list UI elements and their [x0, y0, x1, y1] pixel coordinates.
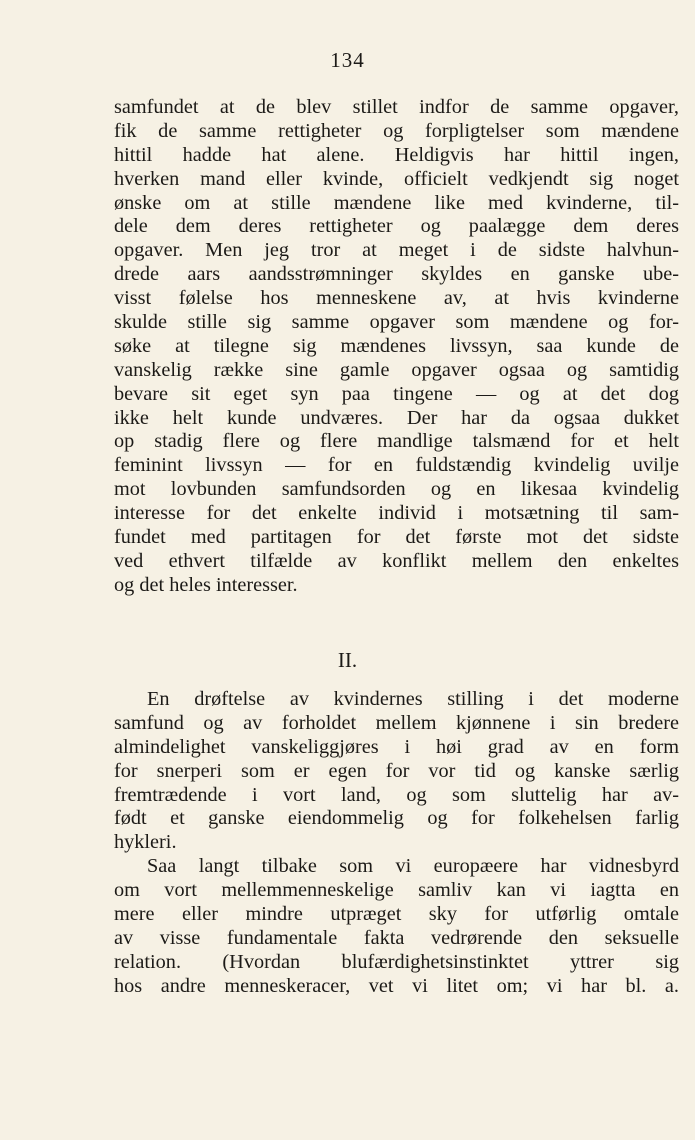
- text-line: vanskelig række sine gamle opgaver ogsaa og samtidig: [114, 358, 679, 381]
- section-body: [114, 688, 679, 999]
- page-number: 134: [330, 48, 365, 72]
- text-line: opgaver. Men jeg tror at meget i de sidste halvhun-: [114, 239, 679, 262]
- text-line: samfundet at de blev stillet indfor de samme opgaver,: [114, 96, 679, 118]
- text-line: interesse for det enkelte individ i motsætning til sam-: [114, 502, 679, 525]
- text-line: om vort mellemmenneskelige samliv kan vi iagtta en: [114, 879, 679, 902]
- text-line: ved ethvert tilfælde av konflikt mellem den enkeltes: [114, 549, 679, 572]
- text-line: visst følelse hos menneskene av, at hvis kvinderne: [114, 287, 679, 310]
- text-line: for snerperi som er egen for vor tid og kanske særlig: [114, 759, 679, 782]
- text-line: ikke helt kunde undværes. Der har da ogsaa dukket: [114, 406, 679, 429]
- text-line: hos andre menneskeracer, vet vi litet om; vi har bl. a.: [114, 974, 679, 997]
- section-heading: II.: [337, 648, 358, 672]
- text-line: op stadig flere og flere mandlige talsmænd for et helt: [114, 430, 679, 453]
- text-line: hverken mand eller kvinde, officielt vedkjendt sig noget: [114, 167, 679, 190]
- text-line: drede aars aandsstrømninger skyldes en ganske ube-: [114, 263, 679, 286]
- text-line: almindelighet vanskeliggjøres i høi grad av en form: [114, 735, 679, 758]
- text-line: skulde stille sig samme opgaver som mændene og for-: [114, 311, 679, 334]
- text-line: født et ganske eiendommelig og for folkehelsen farlig: [114, 807, 679, 830]
- paragraph-continued: [114, 96, 679, 598]
- text-line: feminint livssyn — for en fuldstændig kvindelig uvilje: [114, 454, 679, 477]
- text-line: fundet med partitagen for det første mot det sidste: [114, 526, 679, 549]
- text-line: fremtrædende i vort land, og som sluttelig har av-: [114, 783, 679, 806]
- text-line: fik de samme rettigheter og forpligtelser som mændene: [114, 119, 679, 142]
- text-line: samfund og av forholdet mellem kjønnene i sin bredere: [114, 711, 679, 734]
- text-line: hittil hadde hat alene. Heldigvis har hittil ingen,: [114, 143, 679, 166]
- text-line: ønske om at stille mændene like med kvinderne, til-: [114, 191, 679, 214]
- text-line: En drøftelse av kvindernes stilling i det moderne: [147, 688, 679, 710]
- text-line: dele dem deres rettigheter og paalægge dem deres: [114, 215, 679, 238]
- text-line: hykleri.: [114, 831, 177, 854]
- text-line: av visse fundamentale fakta vedrørende den seksuelle: [114, 926, 679, 949]
- text-line: og det heles interesser.: [114, 573, 298, 596]
- text-line: mere eller mindre utpræget sky for utførlig omtale: [114, 903, 679, 926]
- text-line: mot lovbunden samfundsorden og en likesaa kvindelig: [114, 478, 679, 501]
- text-line: søke at tilegne sig mændenes livssyn, saa kunde de: [114, 334, 679, 357]
- text-line: bevare sit eget syn paa tingene — og at det dog: [114, 382, 679, 405]
- text-line: relation. (Hvordan blufærdighetsinstinktet yttrer sig: [114, 950, 679, 973]
- text-line: Saa langt tilbake som vi europæere har vidnesbyrd: [147, 855, 679, 878]
